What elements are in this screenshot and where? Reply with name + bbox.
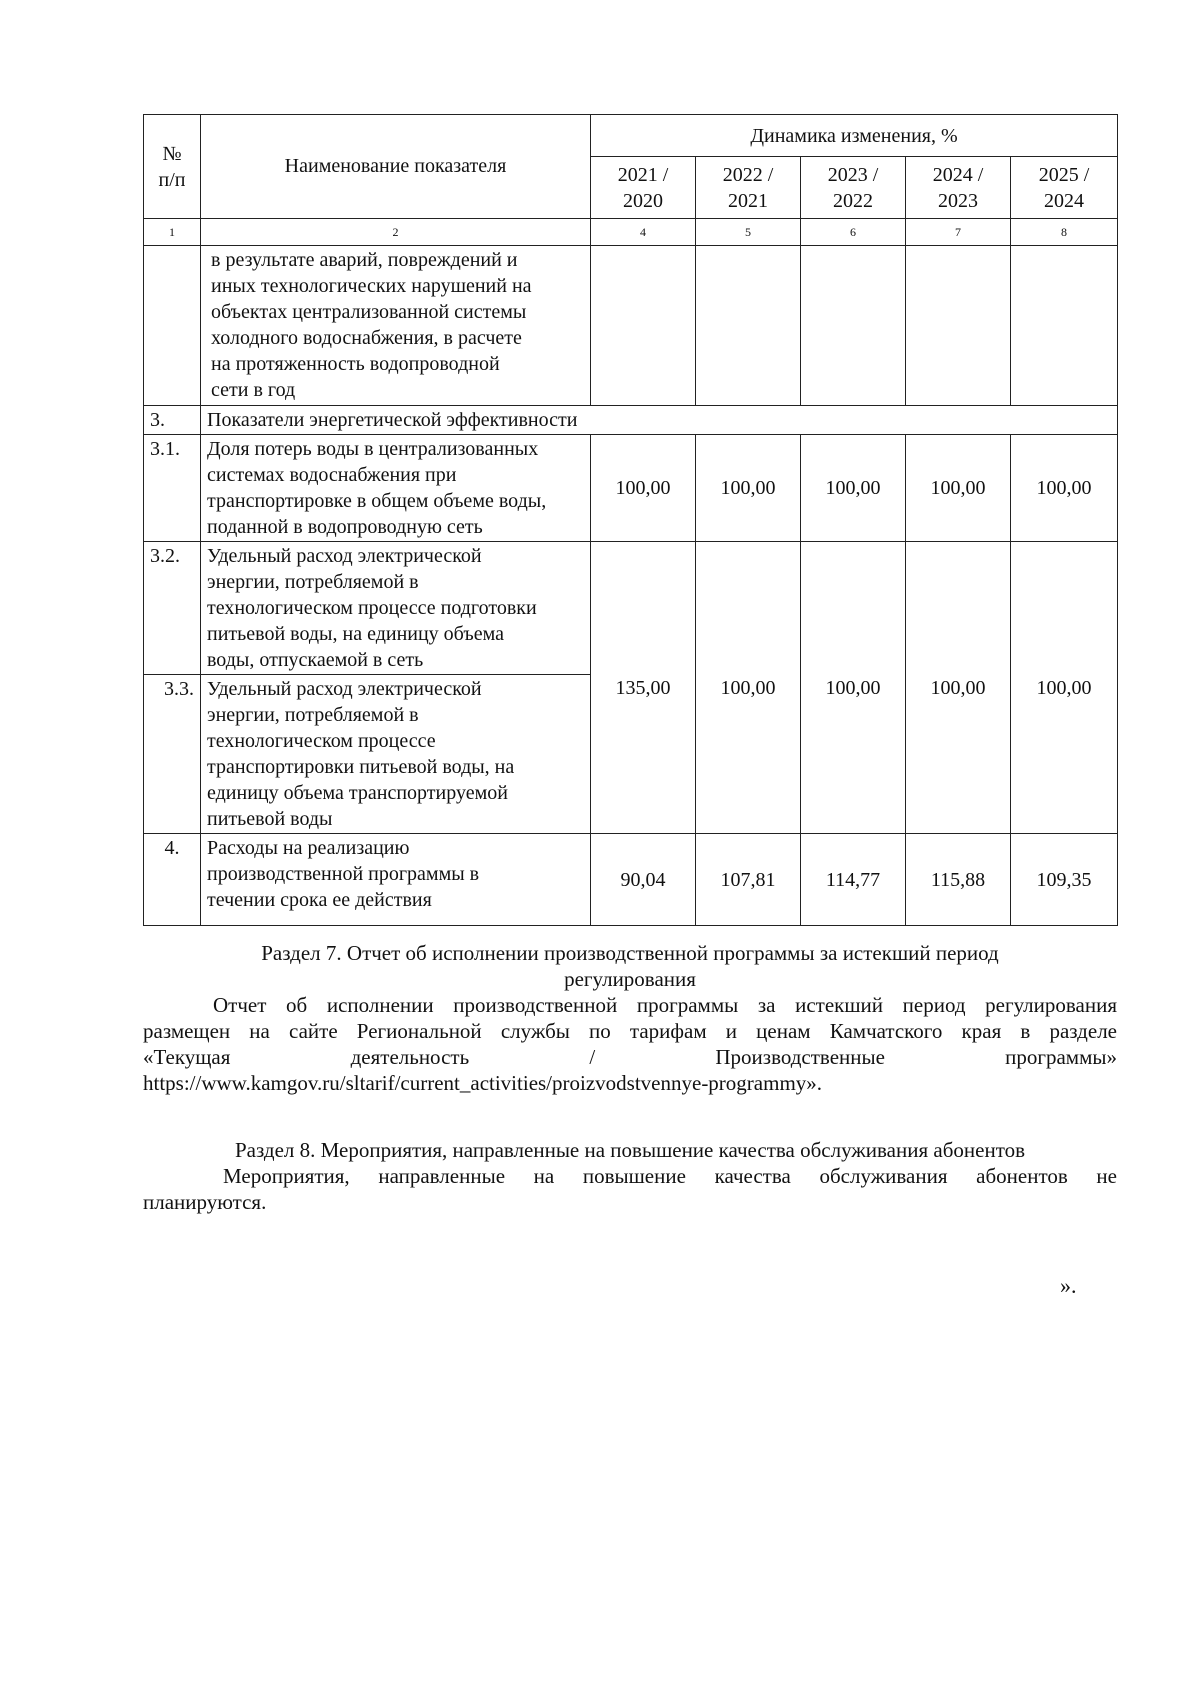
value-cell: 100,00 [801,435,906,542]
value-cell: 100,00 [1011,542,1118,834]
section7-title-line: Раздел 7. Отчет об исполнении производственной программы за истекший период [261,941,999,965]
table-row [144,406,1118,435]
header-name: Наименование показателя [201,115,591,219]
row-name: Расходы на реализацию производственной программы в течении срока ее действия [201,834,591,926]
section8-title: Раздел 8. Мероприятия, направленные на повышение качества обслуживания абонентов [234,1138,1026,1162]
header-year: 2021 / 2020 [591,157,696,219]
indicators-table [143,114,1118,926]
section7-title [143,940,1117,992]
value-cell: 100,00 [801,542,906,834]
section-title: Показатели энергетической эффективности [201,406,1118,435]
col-number: 4 [591,219,696,246]
body-line: Отчет об исполнении производственной программы за истекший период регулирования [213,993,1117,1017]
row-name: Доля потерь воды в централизованных системах водоснабжения при транспортировке в общем объеме воды, поданной в водопроводную сеть [201,435,591,542]
value-cell: 114,77 [801,834,906,926]
row-name: Удельный расход электрической энергии, потребляемой в технологическом процессе подготовки питьевой воды, на единицу объема воды, отпускаемой в сеть [201,542,591,675]
value-cell: 109,35 [1011,834,1118,926]
col-number: 7 [906,219,1011,246]
row-num: 3.3. [144,675,201,834]
value-cell: 100,00 [906,542,1011,834]
section8-body [143,1163,1117,1215]
value-cell: 100,00 [591,435,696,542]
value-cell: 100,00 [696,542,801,834]
col-number: 5 [696,219,801,246]
header-dynamics: Динамика изменения, % [591,115,1118,157]
body-line: Мероприятия, направленные на повышение качества обслуживания абонентов не [223,1164,1117,1188]
col-number: 2 [201,219,591,246]
col-number: 6 [801,219,906,246]
value-cell: 100,00 [1011,435,1118,542]
table-row [144,435,1118,542]
header-year: 2024 / 2023 [906,157,1011,219]
header-year: 2023 / 2022 [801,157,906,219]
body-line: планируются. [143,1190,267,1214]
value-cell: 90,04 [591,834,696,926]
section7-body [143,992,1117,1096]
row-num: 4. [144,834,201,926]
col-number: 8 [1011,219,1118,246]
header-year: 2022 / 2021 [696,157,801,219]
row-num: 3. [144,406,201,435]
row-num: 3.1. [144,435,201,542]
body-line: «Текущая деятельность / Производственные программы» [143,1045,1117,1069]
value-cell: 107,81 [696,834,801,926]
section7-title-line: регулирования [564,967,696,991]
value-cell: 115,88 [906,834,1011,926]
closing-quote: ». [1060,1273,1077,1298]
row-num: 3.2. [144,542,201,675]
header-year: 2025 / 2024 [1011,157,1118,219]
row-name: в результате аварий, повреждений и иных технологических нарушений на объектах централизованной системы холодного водоснабжения, в расчете на протяженность водопроводной сети в год [201,246,591,406]
body-line: размещен на сайте Региональной службы по тарифам и ценам Камчатского края в разделе [143,1019,1117,1043]
body-line: https://www.kamgov.ru/sltarif/current_activities/proizvodstvennye-programmy». [143,1071,823,1095]
col-number: 1 [144,219,201,246]
header-num: № п/п [144,115,201,219]
table-row [144,246,1118,406]
row-name: Удельный расход электрической энергии, потребляемой в технологическом процессе транспортировки питьевой воды, на единицу объема транспортируемой питьевой воды [201,675,591,834]
table-row [144,834,1118,926]
value-cell: 100,00 [696,435,801,542]
value-cell: 135,00 [591,542,696,834]
table-row [144,542,1118,675]
value-cell: 100,00 [906,435,1011,542]
